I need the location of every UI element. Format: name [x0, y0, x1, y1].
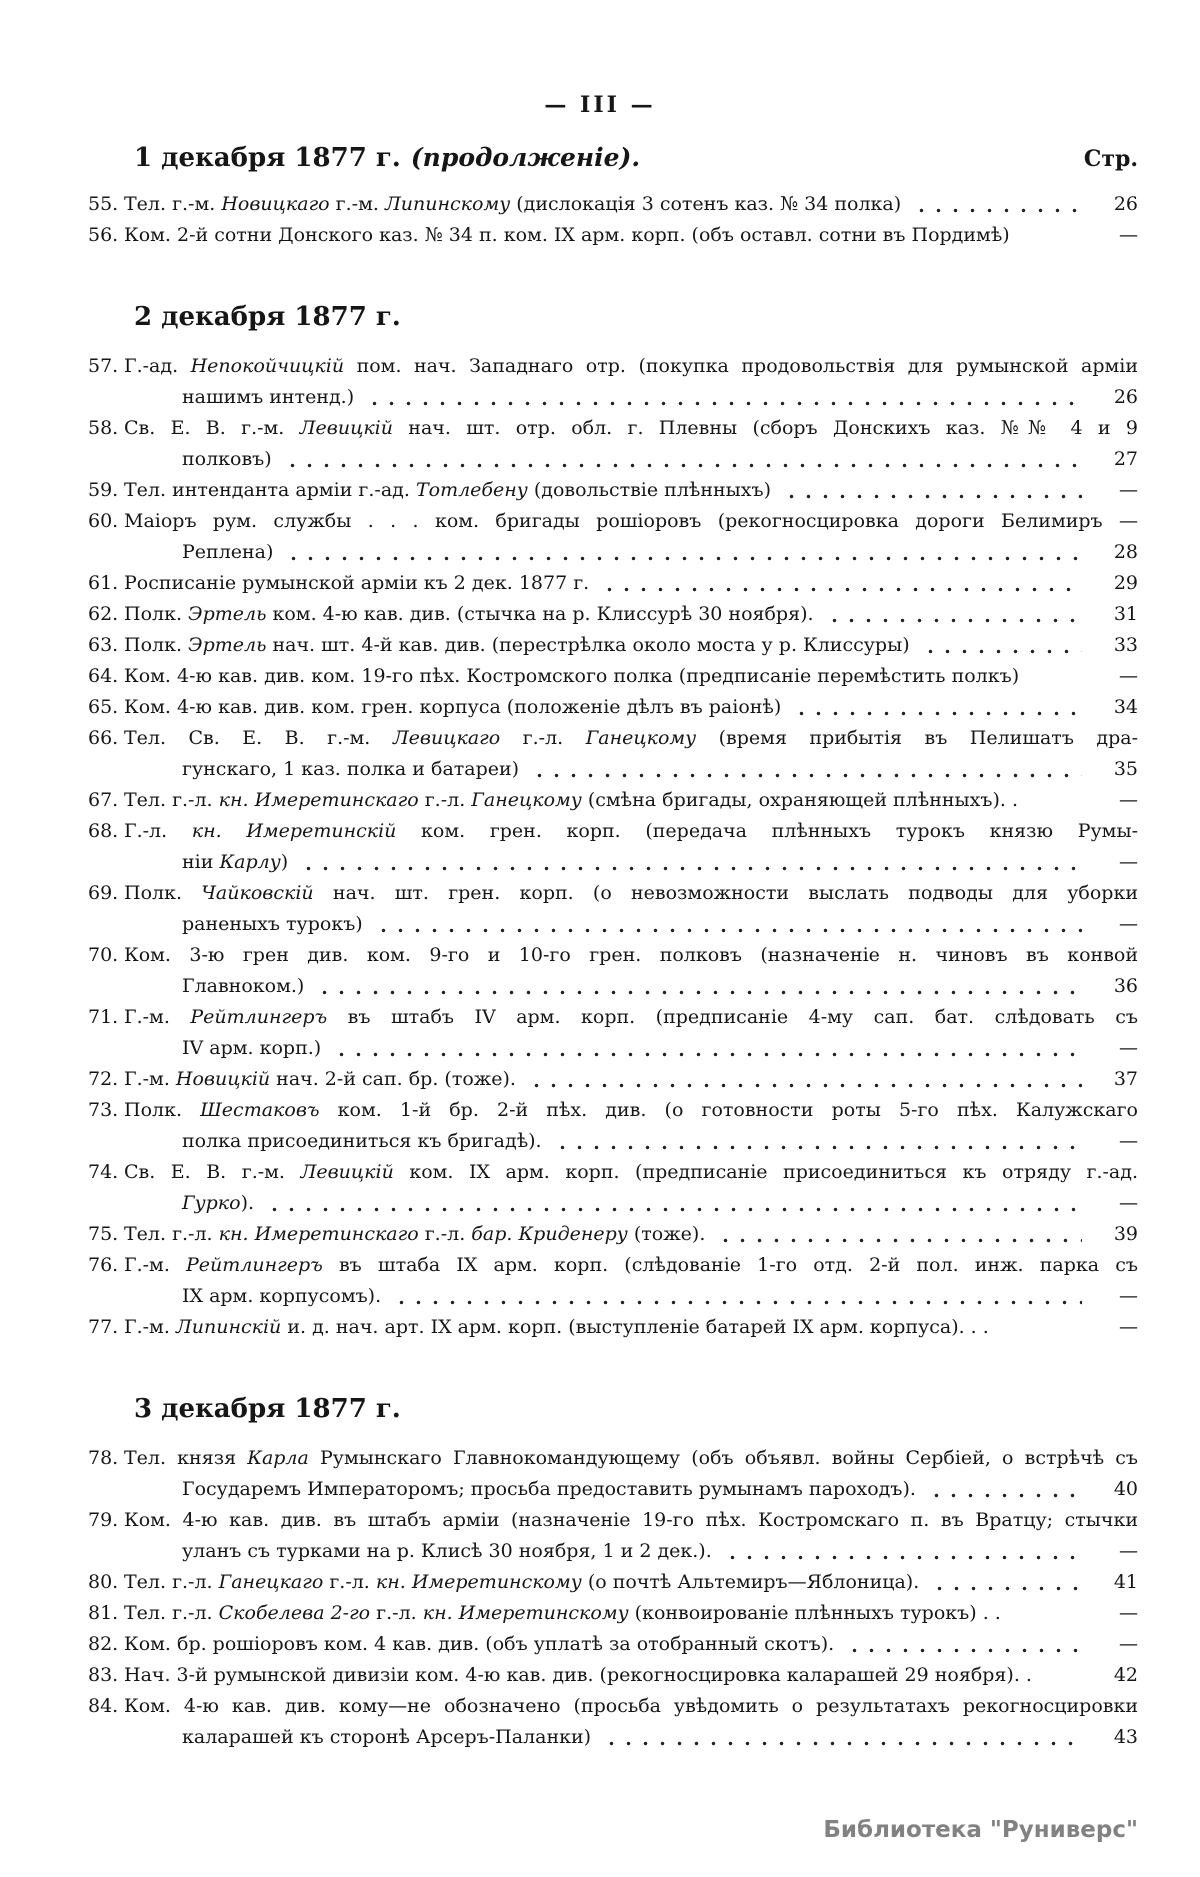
- entry-number: 62.: [88, 603, 119, 625]
- toc-entry-line: [88, 1312, 1138, 1343]
- toc-entry-line: [88, 630, 1138, 661]
- toc-entry-line: [88, 1660, 1138, 1691]
- section-heading: 2 декабря 1877 г.: [134, 302, 401, 332]
- entry-number: 76.: [88, 1254, 119, 1276]
- entry-text: Тел. г.-л. Скобелева 2-го г.-л. кн. Имеретинскому (конвоированіе плѣнныхъ турокъ) . .: [124, 1602, 1001, 1624]
- toc-entry-line: [88, 1598, 1138, 1629]
- entry-number: 67.: [88, 789, 119, 811]
- entry-number: 80.: [88, 1571, 119, 1593]
- section-heading: 3 декабря 1877 г.: [134, 1394, 401, 1424]
- entry-text: Св. Е. В. г.-м. Левицкій нач. шт. отр. обл. г. Плевны (сборъ Донскихъ каз. №№ 4 и 9: [124, 417, 1138, 439]
- entry-page-number: 27: [1113, 448, 1138, 470]
- toc-entry: [88, 630, 1138, 661]
- entry-number: 84.: [88, 1695, 119, 1717]
- entry-page-number: 39: [1113, 1223, 1138, 1245]
- dot-leader: [717, 1238, 1082, 1243]
- toc-entry: [88, 1505, 1138, 1567]
- entry-page-number: 31: [1113, 603, 1138, 625]
- entry-number: 77.: [88, 1316, 119, 1338]
- dot-leader: [266, 1207, 1082, 1212]
- page-number-roman: — III —: [544, 92, 656, 118]
- entry-page-number: —: [1119, 665, 1138, 687]
- entry-text: Тел. князя Карла Румынскаго Главнокомандующему (объ объявл. войны Сербіей, о встрѣчѣ съ: [124, 1447, 1139, 1469]
- entry-number: 58.: [88, 417, 119, 439]
- toc-entry-line: [88, 1002, 1138, 1033]
- entry-text: Ком. 4-ю кав. див. кому—не обозначено (просьба увѣдомить о результатахъ рекогносцировки: [124, 1695, 1138, 1717]
- toc-entry-line: [88, 189, 1138, 220]
- dot-leader: [366, 401, 1082, 406]
- toc-entry-line: [88, 1095, 1138, 1126]
- toc-entry-line: [88, 909, 1138, 940]
- dot-leader: [846, 1648, 1082, 1653]
- toc-entry-line: [88, 506, 1138, 537]
- entry-text: IX арм. корпусомъ).: [182, 1285, 382, 1307]
- dot-leader: [300, 866, 1082, 871]
- entry-page-number: 28: [1113, 541, 1138, 563]
- toc-entry: [88, 1219, 1138, 1250]
- entry-page-number: —: [1119, 1285, 1138, 1307]
- toc-entry: [88, 568, 1138, 599]
- entry-number: 74.: [88, 1161, 119, 1183]
- toc-entry: [88, 599, 1138, 630]
- toc-entry: [88, 1312, 1138, 1343]
- entry-text: Ком. бр. рошіоровъ ком. 4 кав. див. (объ уплатѣ за отобранный скотъ).: [124, 1633, 835, 1655]
- entry-page-number: 26: [1113, 193, 1138, 215]
- section-heading: 1 декабря 1877 г.: [134, 143, 401, 173]
- entry-page-number: —: [1119, 1602, 1138, 1624]
- toc-entry-line: [88, 1474, 1138, 1505]
- toc-entry: [88, 351, 1138, 413]
- entry-text: Государемъ Императоромъ; просьба предоставить румынамъ пароходъ).: [182, 1478, 916, 1500]
- toc-entry-line: [88, 723, 1138, 754]
- toc-entry-line: [88, 1443, 1138, 1474]
- toc-entry-line: [88, 599, 1138, 630]
- entry-text: Тел. г.-л. Ганецкаго г.-л. кн. Имеретинскому (о почтѣ Альтемиръ—Яблоница).: [124, 1571, 920, 1593]
- entry-number: 66.: [88, 727, 119, 749]
- toc-entry-line: [88, 878, 1138, 909]
- entry-page-number: 37: [1113, 1068, 1138, 1090]
- entry-text: Маіоръ рум. службы . . . ком. бригады рошіоровъ (рекогносцировка дороги Белимиръ —: [124, 510, 1138, 532]
- toc-entry-line: [88, 1536, 1138, 1567]
- toc-entry: [88, 1691, 1138, 1753]
- entry-number: 59.: [88, 479, 119, 501]
- entry-text: Ком. 3-ю грен див. ком. 9-го и 10-го грен. полковъ (назначеніе н. чиновъ въ конвой: [124, 944, 1138, 966]
- entry-text: Тел. г.-л. кн. Имеретинскаго г.-л. Ганецкому (смѣна бригады, охраняющей плѣнныхъ). .: [124, 789, 1019, 811]
- toc-entry: [88, 1095, 1138, 1157]
- toc-entry-line: [88, 1219, 1138, 1250]
- entry-text: Полк. Шестаковъ ком. 1-й бр. 2-й пѣх. див. (о готовности роты 5-го пѣх. Калужскаго: [124, 1099, 1138, 1121]
- dot-leader: [928, 1493, 1082, 1498]
- dot-leader: [554, 1145, 1082, 1150]
- toc-entry-line: [88, 754, 1138, 785]
- entry-page-number: 26: [1113, 386, 1138, 408]
- toc-entry-line: [88, 1126, 1138, 1157]
- entry-number: 75.: [88, 1223, 119, 1245]
- entry-text: полка присоединиться къ бригадѣ).: [182, 1130, 542, 1152]
- entry-text: Полк. Эртель нач. шт. 4-й кав. див. (перестрѣлка около моста у р. Клиссуры): [124, 634, 910, 656]
- entry-page-number: —: [1119, 1540, 1138, 1562]
- entry-text: Тел. г.-м. Новицкаго г.-м. Липинскому (дислокація 3 сотенъ каз. № 34 полка): [124, 193, 902, 215]
- dot-leader: [603, 1741, 1082, 1746]
- entry-number: 79.: [88, 1509, 119, 1531]
- entry-text: раненыхъ турокъ): [182, 913, 363, 935]
- section-heading-suffix: (продолженіе).: [410, 143, 641, 172]
- dot-leader: [931, 1586, 1082, 1591]
- toc-entry: [88, 940, 1138, 1002]
- entry-number: 60.: [88, 510, 119, 532]
- toc-entry: [88, 1660, 1138, 1691]
- entry-text: нашимъ интенд.): [182, 386, 355, 408]
- dot-leader: [393, 1300, 1082, 1305]
- toc-entry-line: [88, 847, 1138, 878]
- entry-text: Г.-м. Рейтлингеръ въ штаба IX арм. корп. (слѣдованіе 1-го отд. 2-й пол. инж. парка съ: [124, 1254, 1138, 1276]
- dot-leader: [316, 990, 1082, 995]
- dot-leader: [601, 587, 1082, 592]
- dot-leader: [913, 208, 1082, 213]
- dot-leader: [284, 463, 1082, 468]
- entry-text: Ком. 2-й сотни Донского каз. № 34 п. ком. IX арм. корп. (объ оставл. сотни въ Пордимѣ): [124, 224, 1010, 246]
- toc-entry-line: [88, 971, 1138, 1002]
- entry-text: полковъ): [182, 448, 272, 470]
- toc-entry-line: [88, 537, 1138, 568]
- toc-entry-line: [88, 1033, 1138, 1064]
- entry-page-number: —: [1119, 479, 1138, 501]
- toc-entry-line: [88, 1691, 1138, 1722]
- toc-entry: [88, 785, 1138, 816]
- toc-entry-line: [88, 785, 1138, 816]
- entry-text: Тел. Св. Е. В. г.-м. Левицкаго г.-л. Ганецкому (время прибытія въ Пелишатъ дра-: [124, 727, 1138, 749]
- entry-text: Г.-м. Рейтлингеръ въ штабъ IV арм. корп. (предписаніе 4-му сап. бат. слѣдовать съ: [124, 1006, 1138, 1028]
- entry-page-number: 34: [1113, 696, 1138, 718]
- toc-entry-line: [88, 1722, 1138, 1753]
- entry-number: 69.: [88, 882, 119, 904]
- entry-text: Г.-ад. Непокойчицкій пом. нач. Западнаго отр. (покупка продовольствія для румынской арміи: [124, 355, 1138, 377]
- page-column-header: Стр.: [1083, 146, 1138, 172]
- entry-number: 57.: [88, 355, 119, 377]
- toc-entry-line: [88, 1567, 1138, 1598]
- entry-number: 70.: [88, 944, 119, 966]
- section-heading-row: [134, 138, 1138, 179]
- toc-entry-line: [88, 1281, 1138, 1312]
- toc-entry-line: [88, 1250, 1138, 1281]
- entry-text: Ком. 4-ю кав. див. ком. грен. корпуса (положеніе дѣлъ въ раіонѣ): [124, 696, 782, 718]
- dot-leader: [724, 1555, 1082, 1560]
- entry-page-number: 29: [1113, 572, 1138, 594]
- dot-leader: [285, 556, 1082, 561]
- toc-entry-line: [88, 475, 1138, 506]
- watermark: Библиотека "Руниверс": [823, 1817, 1138, 1843]
- toc-entry: [88, 723, 1138, 785]
- toc-entry-line: [88, 1157, 1138, 1188]
- entry-text: Полк. Эртель ком. 4-ю кав. див. (стычка на р. Клиссурѣ 30 ноября).: [124, 603, 814, 625]
- toc-entry-line: [88, 816, 1138, 847]
- toc-entry: [88, 1567, 1138, 1598]
- entry-text: Г.-л. кн. Имеретинскій ком. грен. корп. (передача плѣнныхъ турокъ князю Румы-: [124, 820, 1138, 842]
- entry-text: гунскаго, 1 каз. полка и батареи): [182, 758, 520, 780]
- entry-number: 78.: [88, 1447, 119, 1469]
- toc-entry: [88, 1443, 1138, 1505]
- toc-entry-line: [88, 1188, 1138, 1219]
- entry-page-number: 36: [1113, 975, 1138, 997]
- section-heading-row: [134, 297, 1138, 337]
- dot-leader: [922, 649, 1082, 654]
- entry-number: 71.: [88, 1006, 119, 1028]
- entry-number: 56.: [88, 224, 119, 246]
- dot-leader: [375, 928, 1082, 933]
- toc-entry: [88, 475, 1138, 506]
- entry-page-number: —: [1119, 789, 1138, 811]
- dot-leader: [826, 618, 1082, 623]
- entry-text: Росписаніе румынской арміи къ 2 дек. 1877 г.: [124, 572, 590, 594]
- entry-page-number: 35: [1113, 758, 1138, 780]
- toc-entry-line: [88, 940, 1138, 971]
- section-heading-row: [134, 1389, 1138, 1429]
- toc-entry-line: [88, 661, 1138, 692]
- entry-page-number: —: [1119, 224, 1138, 246]
- entry-number: 65.: [88, 696, 119, 718]
- entry-number: 72.: [88, 1068, 119, 1090]
- entry-text: Ком. 4-ю кав. див. въ штабъ арміи (назначеніе 19-го пѣх. Костромскаго п. въ Вратцу; стычки: [124, 1509, 1138, 1531]
- entry-number: 82.: [88, 1633, 119, 1655]
- entry-text: Г.-м. Новицкій нач. 2-й сап. бр. (тоже).: [124, 1068, 516, 1090]
- toc-entry: [88, 1157, 1138, 1219]
- entry-page-number: —: [1119, 851, 1138, 873]
- toc-entry-line: [88, 413, 1138, 444]
- toc-entry: [88, 692, 1138, 723]
- toc-entry-line: [88, 568, 1138, 599]
- entry-text: Нач. 3-й румынской дивизіи ком. 4-ю кав. див. (рекогносцировка каларашей 29 ноября). .: [124, 1664, 1032, 1686]
- entry-number: 83.: [88, 1664, 119, 1686]
- dot-leader: [531, 773, 1082, 778]
- dot-leader: [783, 494, 1082, 499]
- entry-number: 64.: [88, 665, 119, 687]
- entry-number: 61.: [88, 572, 119, 594]
- entry-number: 55.: [88, 193, 119, 215]
- toc-entry-line: [88, 1629, 1138, 1660]
- dot-leader: [333, 1052, 1082, 1057]
- toc-entry: [88, 661, 1138, 692]
- entry-page-number: —: [1119, 1192, 1138, 1214]
- entry-text: Реплена): [182, 541, 274, 563]
- entry-text: Тел. г.-л. кн. Имеретинскаго г.-л. бар. Криденеру (тоже).: [124, 1223, 706, 1245]
- entry-number: 81.: [88, 1602, 119, 1624]
- entry-text: Ком. 4-ю кав. див. ком. 19-го пѣх. Костромского полка (предписаніе перемѣстить полкъ): [124, 665, 1020, 687]
- entry-text: уланъ съ турками на р. Клисѣ 30 ноября, 1 и 2 дек.).: [182, 1540, 712, 1562]
- entry-text: Г.-м. Липинскій и. д. нач. арт. IX арм. корп. (выступленіе батарей IX арм. корпуса). . .: [124, 1316, 989, 1338]
- toc-entry-line: [88, 220, 1138, 251]
- entry-text: ніи Карлу): [182, 851, 289, 873]
- toc-entry: [88, 1064, 1138, 1095]
- entry-text: каларашей къ сторонѣ Арсеръ-Паланки): [182, 1726, 592, 1748]
- dot-leader: [793, 711, 1082, 716]
- toc-entry: [88, 1002, 1138, 1064]
- toc-entry: [88, 189, 1138, 220]
- entry-page-number: —: [1119, 1037, 1138, 1059]
- entry-text: Тел. интенданта арміи г.-ад. Тотлебену (довольствіе плѣнныхъ): [124, 479, 772, 501]
- entry-page-number: —: [1119, 1633, 1138, 1655]
- toc-entry-line: [88, 444, 1138, 475]
- toc-entry: [88, 413, 1138, 475]
- entry-page-number: —: [1119, 1316, 1138, 1338]
- toc-entry-line: [88, 1064, 1138, 1095]
- toc-entry: [88, 1598, 1138, 1629]
- entry-text: Полк. Чайковскій нач. шт. грен. корп. (о невозможности выслать подводы для уборки: [124, 882, 1138, 904]
- entry-text: Св. Е. В. г.-м. Левицкій ком. IX арм. корп. (предписаніе присоединиться къ отряду г.-ад.: [124, 1161, 1138, 1183]
- entry-page-number: 33: [1113, 634, 1138, 656]
- toc-entry-line: [88, 1505, 1138, 1536]
- entry-page-number: 41: [1113, 1571, 1138, 1593]
- entry-page-number: 40: [1113, 1478, 1138, 1500]
- entry-text: Гурко).: [182, 1192, 255, 1214]
- entry-page-number: 42: [1113, 1664, 1138, 1686]
- toc-entry-line: [88, 692, 1138, 723]
- toc-entry: [88, 816, 1138, 878]
- toc-entry: [88, 220, 1138, 251]
- dot-leader: [528, 1083, 1082, 1088]
- entry-number: 73.: [88, 1099, 119, 1121]
- entry-page-number: —: [1119, 1130, 1138, 1152]
- toc: [88, 138, 1138, 1753]
- toc-entry-line: [88, 382, 1138, 413]
- entry-number: 63.: [88, 634, 119, 656]
- entry-number: 68.: [88, 820, 119, 842]
- toc-entry: [88, 1250, 1138, 1312]
- entry-text: Главноком.): [182, 975, 305, 997]
- entry-text: IV арм. корп.): [182, 1037, 322, 1059]
- toc-entry: [88, 1629, 1138, 1660]
- entry-page-number: —: [1119, 913, 1138, 935]
- toc-entry: [88, 506, 1138, 568]
- toc-entry: [88, 878, 1138, 940]
- toc-entry-line: [88, 351, 1138, 382]
- entry-page-number: 43: [1113, 1726, 1138, 1748]
